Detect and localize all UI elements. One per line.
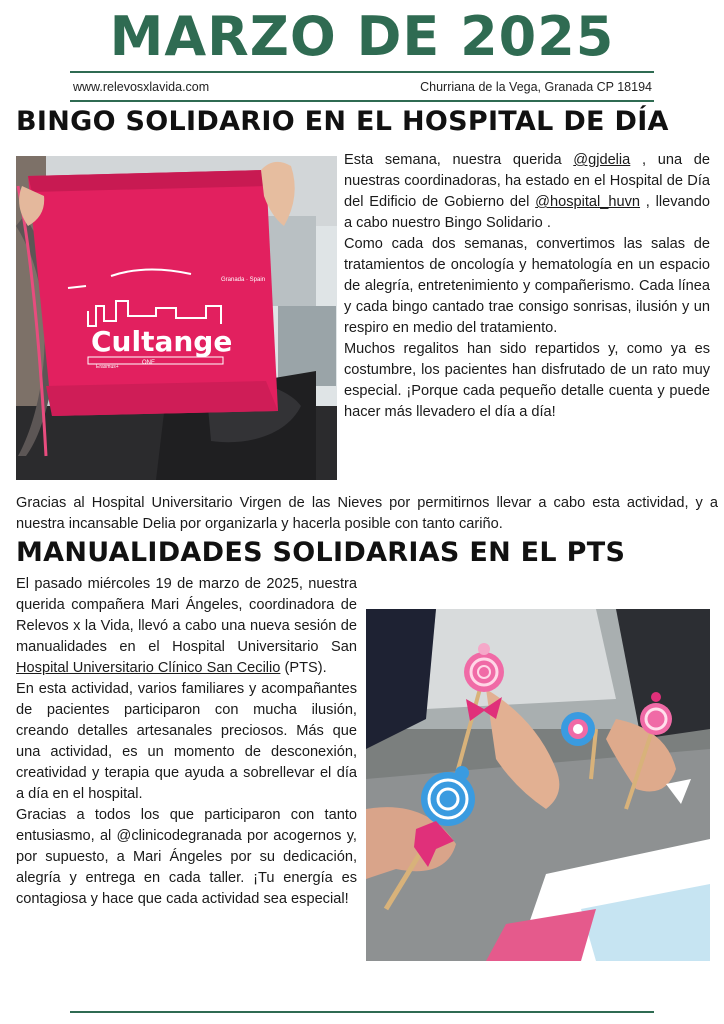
- bag-place-text: Granada · Spain: [221, 277, 266, 283]
- bingo-p1-c: , llevando a cabo nuestro Bingo Solidario .: [344, 194, 710, 231]
- header-rule-bottom: [70, 100, 654, 102]
- crafts-paragraph-3: Gracias a todos los que participaron con tanto entusiasmo, al @clinicodegranada por acogernos y, por supuesto, a Mari Ángeles por su dedicación, alegría y entrega en cada taller. ¡Tu energía es contagiosa y hace que cada actividad sea especial!: [16, 807, 357, 907]
- mention-gjdelia-link[interactable]: @gjdelia: [573, 152, 631, 168]
- bingo-p1-b: , una de nuestras coordinadoras, ha estado en el Hospital de Día del Edificio de Gobierno del: [344, 152, 710, 210]
- bingo-paragraph-2: Como cada dos semanas, convertimos las salas de tratamientos de oncología y hematología en un espacio de alegría, entretenimiento y compañerismo. Cada línea y cada bingo cantado trae consigo sonrisas, ilusión y un respiro en medio del tratamiento.: [344, 236, 710, 336]
- mention-hospital-huvn-link[interactable]: @hospital_huvn: [535, 194, 641, 210]
- crafts-heading: MANUALIDADES SOLIDARIAS EN EL PTS: [16, 537, 626, 568]
- bag-logo2-text: ONE: [142, 360, 156, 366]
- bingo-p1-a: Esta semana, nuestra querida: [344, 152, 574, 168]
- crafts-photo-svg: [366, 609, 710, 961]
- crafts-paragraph-2: En esta actividad, varios familiares y acompañantes de pacientes participaron con mucha ilusión, creando detalles artesanales preciosos. Más que una actividad, es un momento de desconexión, creatividad y terapia que ayuda a sobrellevar el día a día en el hospital.: [16, 681, 357, 802]
- bag-photo-svg: [16, 156, 337, 480]
- header-rule-top: [70, 71, 654, 73]
- bingo-photo: [16, 156, 337, 480]
- crafts-photo: [366, 609, 710, 961]
- newsletter-title: MARZO DE 2025: [109, 5, 615, 68]
- bingo-thanks: Gracias al Hospital Universitario Virgen de las Nieves por permitirnos llevar a cabo esta actividad, y a nuestra incansable Delia por organizarla y hacerla posible con tanto cariño.: [16, 495, 718, 532]
- website-text: www.relevosxlavida.com: [73, 80, 210, 94]
- crafts-p1-a: El pasado miércoles 19 de marzo de 2025, nuestra querida compañera Mari Ángeles, coordinadora de Relevos x la Vida, llevó a cabo una nueva sesión de manualidades en el Hospital Universitario San: [16, 576, 357, 655]
- bingo-paragraph-1: [344, 150, 710, 234]
- location-text: Churriana de la Vega, Granada CP 18194: [420, 80, 652, 94]
- crafts-text-column: [16, 574, 357, 910]
- footer-rule: [70, 1011, 654, 1013]
- bingo-text-column: [344, 150, 710, 423]
- crafts-paragraph-1: [16, 574, 357, 679]
- bingo-paragraph-3: Muchos regalitos han sido repartidos y, como ya es costumbre, los pacientes han disfrutado de un rato muy especial. ¡Porque cada pequeño detalle cuenta y puede hacer más llevadero el día a día!: [344, 341, 710, 420]
- crafts-p1-b: (PTS).: [280, 660, 327, 676]
- bingo-heading: BINGO SOLIDARIO EN EL HOSPITAL DE DÍA: [16, 106, 669, 137]
- bag-brand-text: Cultange: [91, 325, 233, 358]
- hospital-san-cecilio-link[interactable]: Hospital Universitario Clínico San Cecilio: [16, 660, 281, 676]
- bag-logo1-text: Erasmus+: [96, 364, 119, 370]
